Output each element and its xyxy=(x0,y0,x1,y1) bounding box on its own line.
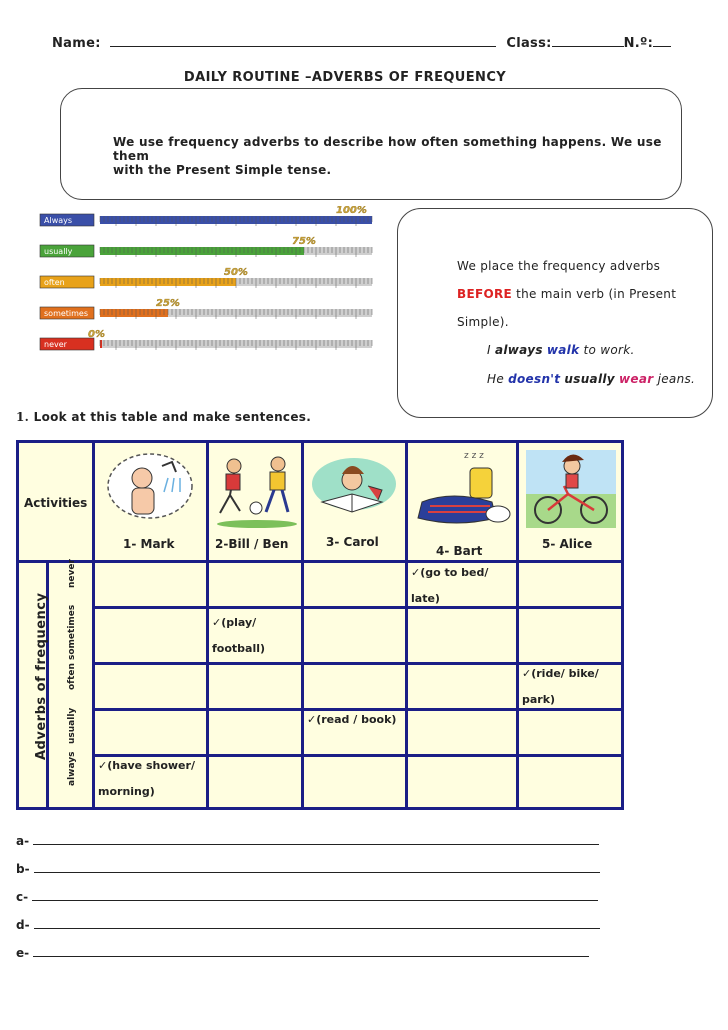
freq-percent-3: 25% xyxy=(156,298,180,309)
intro-box xyxy=(60,88,682,200)
freq-label-2: often xyxy=(44,278,65,287)
class-label: Class: xyxy=(506,36,552,51)
example-2-adverb: usually xyxy=(564,372,615,386)
example-2-rest: jeans. xyxy=(653,372,696,386)
example-1-rest: to work. xyxy=(579,343,635,357)
row-label-usually: usually xyxy=(67,707,77,744)
freq-label-1: usually xyxy=(44,247,73,256)
adverbs-side-label: Adverbs of frequency xyxy=(34,592,49,760)
answer-line-e[interactable] xyxy=(16,946,589,960)
cell-mark-never[interactable] xyxy=(95,563,206,606)
alice-bike-picture xyxy=(524,448,618,530)
mark-shower-picture xyxy=(102,448,198,528)
example-1 xyxy=(487,343,635,357)
instruction-text: Look at this table and make sentences. xyxy=(33,410,312,424)
number-field[interactable] xyxy=(653,36,671,47)
rule-line-1: We place the frequency adverbs xyxy=(457,259,661,273)
freq-percent-2: 50% xyxy=(224,267,248,278)
page-title: DAILY ROUTINE –ADVERBS OF FREQUENCY xyxy=(183,70,507,85)
person-carol: 3- Carol xyxy=(326,535,379,549)
note-bill-sometimes: ✓(play/ football) xyxy=(212,616,266,655)
carol-reading-picture xyxy=(308,450,400,530)
answer-line-d[interactable] xyxy=(16,918,600,932)
answer-label-e: e- xyxy=(16,946,30,960)
answer-label-c: c- xyxy=(16,890,29,904)
freq-bar-1 xyxy=(100,247,304,255)
row-label-always: always xyxy=(67,751,77,786)
freq-bar-3 xyxy=(100,309,168,317)
answer-line-a[interactable] xyxy=(16,834,599,848)
answer-blank-e[interactable] xyxy=(33,946,589,957)
svg-text:z z z: z z z xyxy=(464,451,484,461)
cell-bill-never[interactable] xyxy=(209,563,301,606)
person-bill-ben: 2-Bill / Ben xyxy=(215,537,289,551)
person-alice: 5- Alice xyxy=(542,537,593,551)
rule-line-2-rest: the main verb (in Present xyxy=(511,287,677,301)
answer-label-a: a- xyxy=(16,834,30,848)
header-line xyxy=(52,36,671,51)
example-2 xyxy=(487,372,695,386)
example-1-adverb: always xyxy=(494,343,543,357)
freq-percent-4: 0% xyxy=(88,329,105,340)
frequency-table xyxy=(16,440,624,810)
freq-percent-0: 100% xyxy=(336,206,367,216)
example-2-negation: doesn't xyxy=(508,372,561,386)
name-label: Name: xyxy=(52,36,101,51)
number-label: N.º: xyxy=(623,36,654,51)
person-bart: 4- Bart xyxy=(436,544,483,558)
cell-carol-never[interactable] xyxy=(304,563,405,606)
class-field[interactable] xyxy=(552,36,624,47)
freq-percent-1: 75% xyxy=(292,236,316,247)
answer-label-d: d- xyxy=(16,918,30,932)
intro-line-2: with the Present Simple tense. xyxy=(113,163,332,177)
example-2-verb: wear xyxy=(619,372,654,386)
intro-line-1: We use frequency adverbs to describe how often something happens. We use them xyxy=(113,135,662,163)
frequency-chart xyxy=(36,206,376,366)
person-mark: 1- Mark xyxy=(123,537,175,551)
answer-blank-d[interactable] xyxy=(34,918,600,929)
cell-alice-never[interactable] xyxy=(519,563,621,606)
answer-blank-a[interactable] xyxy=(33,834,599,845)
freq-label-3: sometimes xyxy=(44,309,89,318)
note-mark-always: ✓(have shower/ morning) xyxy=(98,759,195,798)
row-label-sometimes: sometimes xyxy=(67,604,77,660)
activities-label: Activities xyxy=(24,496,88,510)
note-alice-often: ✓(ride/ bike/ park) xyxy=(522,667,599,706)
note-bart-never: ✓(go to bed/ late) xyxy=(411,566,489,605)
rule-box xyxy=(397,208,713,418)
answer-line-c[interactable] xyxy=(16,890,598,904)
name-field[interactable] xyxy=(110,36,496,47)
note-carol-usually: ✓(read / book) xyxy=(307,713,397,726)
freq-label-0: Always xyxy=(44,216,73,225)
freq-label-4: never xyxy=(44,340,67,349)
answer-label-b: b- xyxy=(16,862,30,876)
answer-line-b[interactable] xyxy=(16,862,600,876)
exercise-instruction xyxy=(16,410,311,424)
freq-bar-4 xyxy=(100,340,102,348)
row-label-never: never xyxy=(67,559,77,588)
before-keyword: BEFORE xyxy=(457,287,512,301)
example-2-subject: He xyxy=(487,372,509,386)
answer-blank-c[interactable] xyxy=(32,890,598,901)
instruction-number: 1. xyxy=(16,410,30,424)
bart-sleeping-picture xyxy=(412,446,512,532)
example-1-subject: I xyxy=(487,343,495,357)
bill-ben-football-picture xyxy=(212,450,302,530)
rule-line-3: Simple). xyxy=(457,315,509,329)
rule-line-2 xyxy=(457,287,676,301)
example-1-verb: walk xyxy=(546,343,580,357)
row-label-often: often xyxy=(67,663,77,690)
answer-blank-b[interactable] xyxy=(34,862,600,873)
